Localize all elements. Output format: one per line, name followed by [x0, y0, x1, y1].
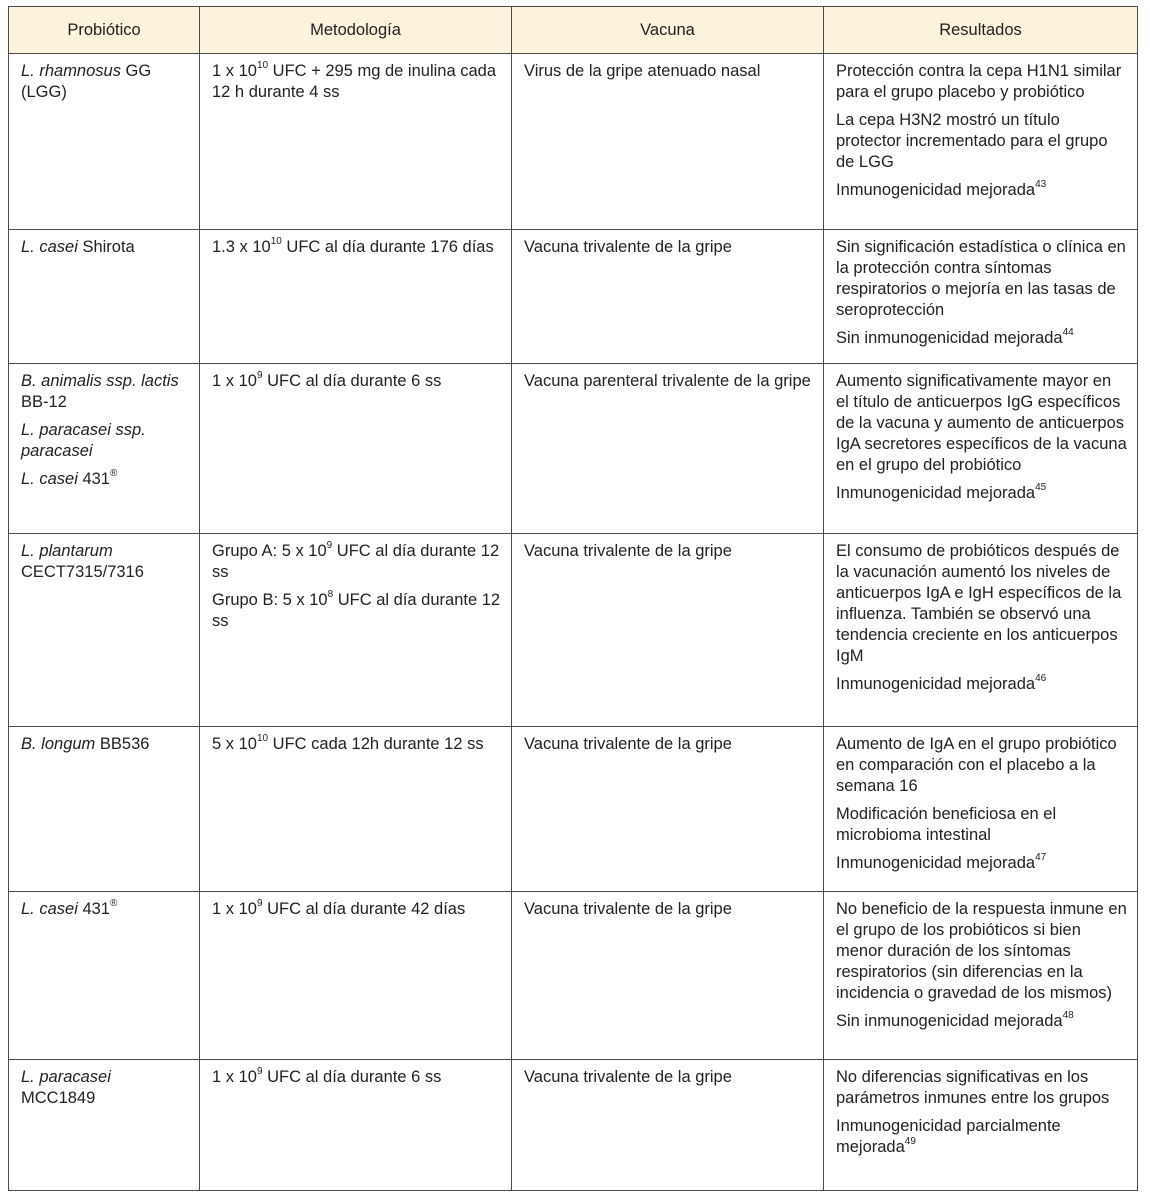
result-statement: Inmunogenicidad mejorada	[836, 675, 1036, 693]
table-row	[9, 54, 1138, 230]
methodology-text	[212, 237, 501, 258]
probiotic-strain: CECT7315/7316	[21, 563, 144, 581]
methodology-cell	[200, 54, 512, 230]
methodology-cell	[200, 1060, 512, 1191]
header-row	[9, 7, 1138, 54]
dose-exponent: 9	[256, 369, 263, 381]
vaccine-text: Vacuna trivalente de la gripe	[524, 900, 732, 918]
result-text	[836, 483, 1127, 504]
probiotic-species: L. rhamnosus	[21, 62, 121, 80]
result-statement: Sin inmunogenicidad mejorada	[836, 329, 1063, 347]
table-row	[9, 892, 1138, 1060]
result-statement: No diferencias significativas en los parámetros inmunes entre los grupos	[836, 1068, 1110, 1107]
methodology-cell	[200, 892, 512, 1060]
probiotic-name	[21, 237, 189, 258]
header-methodology: Metodología	[200, 7, 512, 54]
probiotic-species: B. animalis ssp. lactis	[21, 372, 179, 390]
dose-suffix: UFC al día durante 176 días	[281, 238, 494, 256]
probiotic-cell	[9, 54, 200, 230]
probiotic-strain: 431	[77, 470, 110, 488]
probiotic-name	[21, 1067, 189, 1109]
probiotic-species: L. plantarum	[21, 542, 113, 560]
result-statement: Sin significación estadística o clínica en la protección contra síntomas respiratorios o mejoría en las tasas de seroprotección	[836, 238, 1126, 319]
result-text	[836, 371, 1127, 476]
results-cell	[824, 892, 1138, 1060]
dose-suffix: UFC al día durante 42 días	[262, 900, 466, 918]
methodology-cell	[200, 727, 512, 892]
vaccine-cell	[512, 230, 824, 364]
dose-suffix: UFC + 295 mg de inulina cada 12 h durante 4 ss	[212, 62, 497, 101]
result-statement: Inmunogenicidad mejorada	[836, 484, 1036, 502]
table-row	[9, 727, 1138, 892]
vaccine-cell	[512, 54, 824, 230]
dose-prefix: 1 x 10	[212, 900, 257, 918]
dose-prefix: 5 x 10	[212, 735, 257, 753]
probiotic-strain: MCC1849	[21, 1089, 96, 1107]
probiotic-name	[21, 371, 189, 413]
vaccine-cell	[512, 892, 824, 1060]
result-statement: La cepa H3N2 mostró un título protector incrementado para el grupo de LGG	[836, 111, 1108, 171]
probiotic-name	[21, 61, 189, 103]
result-text	[836, 804, 1127, 846]
methodology-text	[212, 899, 501, 920]
vaccine-cell	[512, 364, 824, 534]
reference-number: 45	[1035, 481, 1047, 493]
table-row	[9, 364, 1138, 534]
methodology-cell	[200, 534, 512, 727]
vaccine-text: Vacuna trivalente de la gripe	[524, 1068, 732, 1086]
vaccine-text: Vacuna parenteral trivalente de la gripe	[524, 372, 811, 390]
result-statement: No beneficio de la respuesta inmune en el grupo de los probióticos si bien menor duración de los síntomas respiratorios (sin diferencias en la incidencia o gravedad de los mismos)	[836, 900, 1127, 1002]
probiotic-species: L. paracasei	[21, 1068, 111, 1086]
probiotic-strain: BB-12	[21, 393, 67, 411]
probiotic-cell	[9, 892, 200, 1060]
result-statement: Aumento significativamente mayor en el título de anticuerpos IgG específicos de la vacuna y aumento de anticuerpos IgA secretores específicos de la vacuna en el grupo del probiótico	[836, 372, 1127, 474]
dose-prefix: Grupo A: 5 x 10	[212, 542, 327, 560]
methodology-cell	[200, 364, 512, 534]
result-statement: Inmunogenicidad mejorada	[836, 854, 1036, 872]
probiotic-species: L. paracasei ssp. paracasei	[21, 421, 146, 460]
dose-suffix: UFC al día durante 12 ss	[212, 542, 500, 581]
dose-exponent: 9	[256, 1065, 263, 1077]
methodology-cell	[200, 230, 512, 364]
result-statement: Aumento de IgA en el grupo probiótico en comparación con el placebo a la semana 16	[836, 735, 1117, 795]
result-statement: Sin inmunogenicidad mejorada	[836, 1012, 1063, 1030]
probiotic-name	[21, 734, 189, 755]
results-cell	[824, 54, 1138, 230]
results-cell	[824, 364, 1138, 534]
results-cell	[824, 1060, 1138, 1191]
result-text	[836, 237, 1127, 321]
probiotic-cell	[9, 1060, 200, 1191]
result-statement: Inmunogenicidad mejorada	[836, 181, 1036, 199]
probiotic-name	[21, 469, 189, 490]
vaccine-cell	[512, 727, 824, 892]
dose-exponent: 10	[256, 59, 269, 71]
dose-prefix: 1 x 10	[212, 62, 257, 80]
result-statement: Inmunogenicidad parcialmente mejorada	[836, 1117, 1061, 1156]
probiotic-strain: 431	[77, 900, 110, 918]
probiotic-name	[21, 899, 189, 920]
table-header	[9, 7, 1138, 54]
probiotic-cell	[9, 364, 200, 534]
reference-number: 44	[1062, 326, 1074, 338]
registered-mark: ®	[110, 467, 118, 479]
vaccine-text: Virus de la gripe atenuado nasal	[524, 62, 761, 80]
result-text	[836, 674, 1127, 695]
result-text	[836, 61, 1127, 103]
vaccine-cell	[512, 534, 824, 727]
dose-prefix: 1 x 10	[212, 1068, 257, 1086]
result-text	[836, 853, 1127, 874]
dose-suffix: UFC al día durante 6 ss	[262, 372, 442, 390]
dose-exponent: 9	[326, 539, 333, 551]
result-text	[836, 1011, 1127, 1032]
probiotic-species: B. longum	[21, 735, 96, 753]
vaccine-text: Vacuna trivalente de la gripe	[524, 542, 732, 560]
result-text	[836, 110, 1127, 173]
dose-suffix: UFC al día durante 6 ss	[262, 1068, 442, 1086]
dose-prefix: 1 x 10	[212, 372, 257, 390]
table-row	[9, 1060, 1138, 1191]
table-row	[9, 230, 1138, 364]
header-probiotic: Probiótico	[9, 7, 200, 54]
results-cell	[824, 230, 1138, 364]
methodology-text	[212, 734, 501, 755]
probiotic-cell	[9, 727, 200, 892]
probiotic-species: L. casei	[21, 238, 78, 256]
methodology-text	[212, 371, 501, 392]
result-text	[836, 541, 1127, 667]
result-text	[836, 180, 1127, 201]
probiotic-name	[21, 420, 189, 462]
result-statement: El consumo de probióticos después de la vacunación aumentó los niveles de anticuerpos IgA e IgH específicos de la influenza. También se observó una tendencia creciente en los anticuerpos IgM	[836, 542, 1122, 665]
probiotics-vaccine-table	[8, 6, 1138, 1191]
methodology-text	[212, 541, 501, 583]
probiotic-cell	[9, 230, 200, 364]
dose-prefix: Grupo B: 5 x 10	[212, 591, 328, 609]
registered-mark: ®	[110, 897, 118, 909]
reference-number: 48	[1062, 1009, 1074, 1021]
result-text	[836, 1067, 1127, 1109]
result-statement: Protección contra la cepa H1N1 similar para el grupo placebo y probiótico	[836, 62, 1122, 101]
dose-prefix: 1.3 x 10	[212, 238, 271, 256]
reference-number: 43	[1035, 178, 1047, 190]
vaccine-text: Vacuna trivalente de la gripe	[524, 238, 732, 256]
result-statement: Modificación beneficiosa en el microbioma intestinal	[836, 805, 1057, 844]
dose-suffix: UFC al día durante 12 ss	[212, 591, 501, 630]
reference-number: 47	[1035, 851, 1047, 863]
dose-exponent: 8	[327, 588, 334, 600]
reference-number: 46	[1035, 672, 1047, 684]
dose-exponent: 9	[256, 897, 263, 909]
result-text	[836, 734, 1127, 797]
probiotic-species: L. casei	[21, 900, 78, 918]
probiotic-species: L. casei	[21, 470, 78, 488]
probiotic-strain: Shirota	[77, 238, 135, 256]
result-text	[836, 328, 1127, 349]
table-row	[9, 534, 1138, 727]
result-text	[836, 1116, 1127, 1158]
result-text	[836, 899, 1127, 1004]
methodology-text	[212, 61, 501, 103]
table-body	[9, 54, 1138, 1191]
dose-suffix: UFC cada 12h durante 12 ss	[268, 735, 484, 753]
results-cell	[824, 727, 1138, 892]
probiotic-strain: GG (LGG)	[21, 62, 152, 101]
probiotic-name	[21, 541, 189, 583]
methodology-text	[212, 590, 501, 632]
probiotic-strain: BB536	[95, 735, 150, 753]
vaccine-text: Vacuna trivalente de la gripe	[524, 735, 732, 753]
dose-exponent: 10	[256, 732, 269, 744]
header-vaccine: Vacuna	[512, 7, 824, 54]
probiotic-cell	[9, 534, 200, 727]
reference-number: 49	[904, 1135, 916, 1147]
results-cell	[824, 534, 1138, 727]
vaccine-cell	[512, 1060, 824, 1191]
dose-exponent: 10	[270, 235, 282, 247]
header-results: Resultados	[824, 7, 1138, 54]
methodology-text	[212, 1067, 501, 1088]
